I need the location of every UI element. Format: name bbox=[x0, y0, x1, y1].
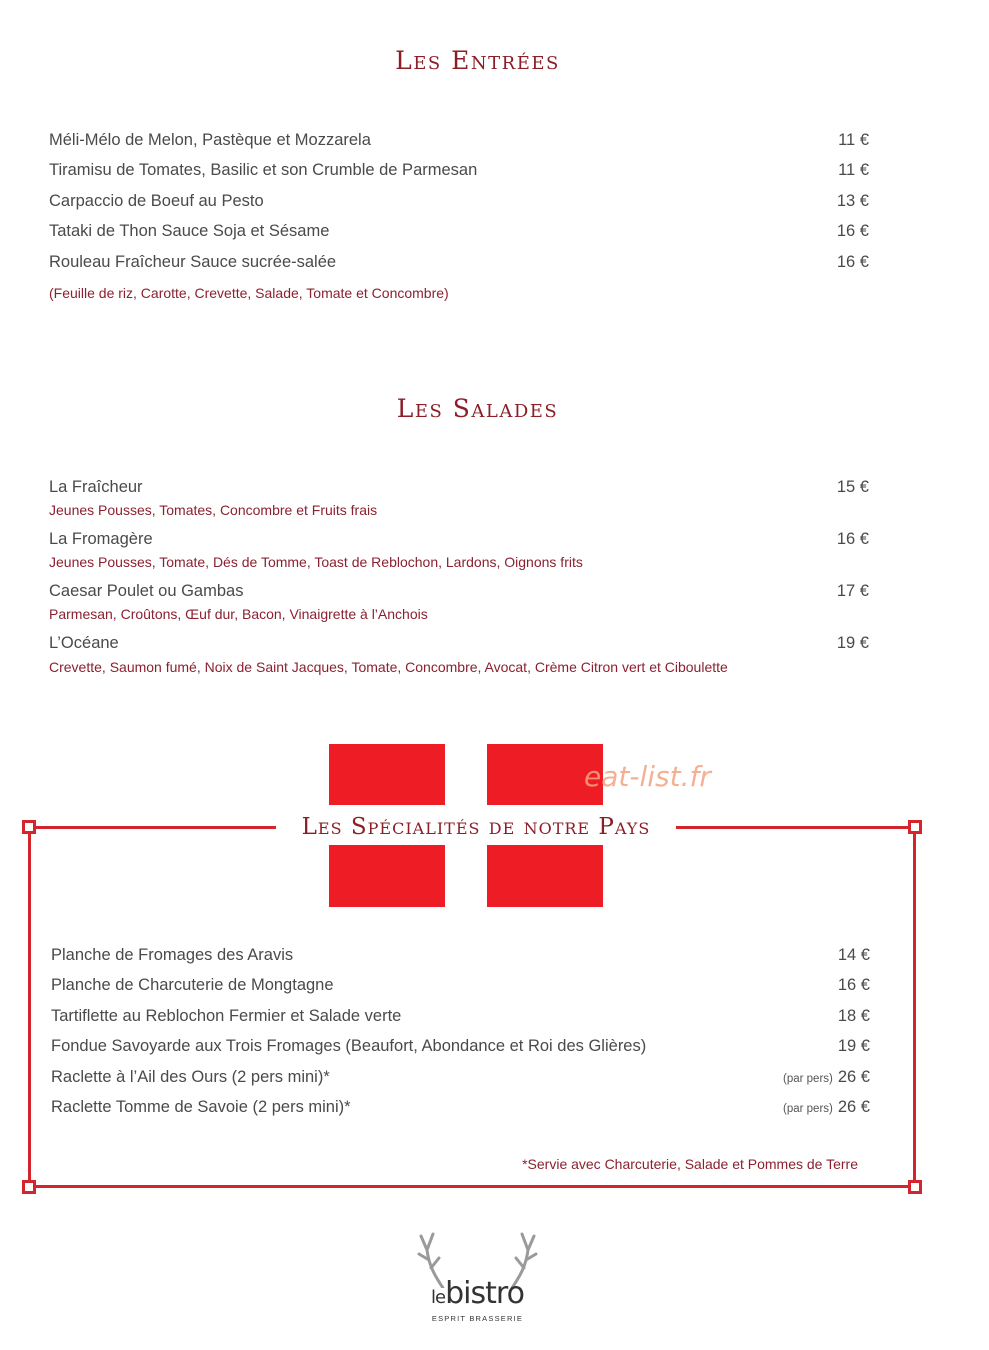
price-value: 16 € bbox=[837, 976, 870, 994]
item-price bbox=[833, 946, 870, 965]
menu-item bbox=[49, 478, 869, 502]
menu-item bbox=[51, 1007, 870, 1031]
item-price bbox=[833, 1007, 870, 1026]
item-description: Parmesan, Croûtons, Œuf dur, Bacon, Vinaigrette à l’Anchois bbox=[49, 606, 428, 622]
specialites-title: Les Spécialités de notre Pays bbox=[276, 812, 676, 842]
item-note: (par pers) bbox=[783, 1103, 833, 1115]
item-price bbox=[833, 976, 870, 995]
item-price: 16 € bbox=[836, 222, 869, 240]
item-price: 15 € bbox=[836, 478, 869, 496]
item-price: 16 € bbox=[836, 253, 869, 271]
item-name: La Fromagère bbox=[49, 530, 153, 548]
watermark: eat-list.fr bbox=[584, 760, 711, 793]
entrees-title: Les Entrées bbox=[395, 46, 560, 75]
item-price bbox=[833, 1037, 870, 1056]
entrees-note: (Feuille de riz, Carotte, Crevette, Salade, Tomate et Concombre) bbox=[49, 285, 449, 301]
item-name: Tartiflette au Reblochon Fermier et Salade verte bbox=[51, 1007, 402, 1025]
item-name: L’Océane bbox=[49, 634, 119, 652]
item-price: 19 € bbox=[836, 634, 869, 652]
item-name: Méli-Mélo de Melon, Pastèque et Mozzarela bbox=[49, 131, 371, 149]
item-description: Jeunes Pousses, Tomates, Concombre et Fruits frais bbox=[49, 502, 378, 518]
item-name: Tiramisu de Tomates, Basilic et son Crumble de Parmesan bbox=[49, 161, 478, 179]
frame-corner bbox=[22, 1180, 36, 1194]
menu-item bbox=[49, 192, 869, 216]
item-name: Tataki de Thon Sauce Soja et Sésame bbox=[49, 222, 330, 240]
bistro-logo bbox=[415, 1228, 540, 1328]
menu-item bbox=[51, 1098, 870, 1122]
item-price: 13 € bbox=[836, 192, 869, 210]
menu-item bbox=[51, 1068, 870, 1092]
price-value: 18 € bbox=[837, 1007, 870, 1025]
item-price: 11 € bbox=[838, 131, 869, 149]
frame-corner bbox=[22, 820, 36, 834]
salades-title: Les Salades bbox=[396, 394, 559, 423]
price-value: 14 € bbox=[837, 946, 870, 964]
item-description: Crevette, Saumon fumé, Noix de Saint Jacques, Tomate, Concombre, Avocat, Crème Citron vert et Ciboulette bbox=[49, 659, 728, 675]
menu-item bbox=[49, 161, 869, 185]
menu-item bbox=[49, 634, 869, 658]
flag-square bbox=[329, 845, 445, 907]
menu-item bbox=[49, 222, 869, 246]
menu-item bbox=[49, 131, 869, 155]
item-name: Fondue Savoyarde aux Trois Fromages (Beaufort, Abondance et Roi des Glières) bbox=[51, 1037, 647, 1055]
item-name: La Fraîcheur bbox=[49, 478, 143, 496]
item-note: (par pers) bbox=[783, 1073, 833, 1085]
menu-item bbox=[51, 976, 870, 1000]
item-name: Raclette Tomme de Savoie (2 pers mini)* bbox=[51, 1098, 351, 1116]
logo-wordmark bbox=[415, 1276, 540, 1311]
menu-item bbox=[49, 253, 869, 277]
menu-item bbox=[49, 530, 869, 554]
footnote: *Servie avec Charcuterie, Salade et Pommes de Terre bbox=[522, 1156, 858, 1172]
item-price: 17 € bbox=[836, 582, 869, 600]
logo-name: bistro bbox=[445, 1276, 524, 1311]
menu-item bbox=[51, 946, 870, 970]
item-price bbox=[783, 1068, 870, 1087]
item-name: Carpaccio de Boeuf au Pesto bbox=[49, 192, 264, 210]
flag-square bbox=[487, 845, 603, 907]
item-description: Jeunes Pousses, Tomate, Dés de Tomme, Toast de Reblochon, Lardons, Oignons frits bbox=[49, 554, 583, 570]
flag-square bbox=[329, 744, 445, 805]
price-value: 19 € bbox=[837, 1037, 870, 1055]
logo-tagline: ESPRIT BRASSERIE bbox=[431, 1314, 524, 1323]
frame-corner bbox=[908, 1180, 922, 1194]
item-price: 16 € bbox=[836, 530, 869, 548]
item-price bbox=[783, 1098, 870, 1117]
item-name: Raclette à l’Ail des Ours (2 pers mini)* bbox=[51, 1068, 330, 1086]
price-value: 26 € bbox=[837, 1068, 870, 1086]
menu-item bbox=[49, 582, 869, 606]
price-value: 26 € bbox=[837, 1098, 870, 1116]
item-name: Planche de Charcuterie de Mongtagne bbox=[51, 976, 334, 994]
item-price: 11 € bbox=[838, 161, 869, 179]
menu-item bbox=[51, 1037, 870, 1061]
logo-le: le bbox=[431, 1287, 446, 1308]
item-name: Caesar Poulet ou Gambas bbox=[49, 582, 244, 600]
item-name: Rouleau Fraîcheur Sauce sucrée-salée bbox=[49, 253, 337, 271]
item-name: Planche de Fromages des Aravis bbox=[51, 946, 294, 964]
frame-corner bbox=[908, 820, 922, 834]
